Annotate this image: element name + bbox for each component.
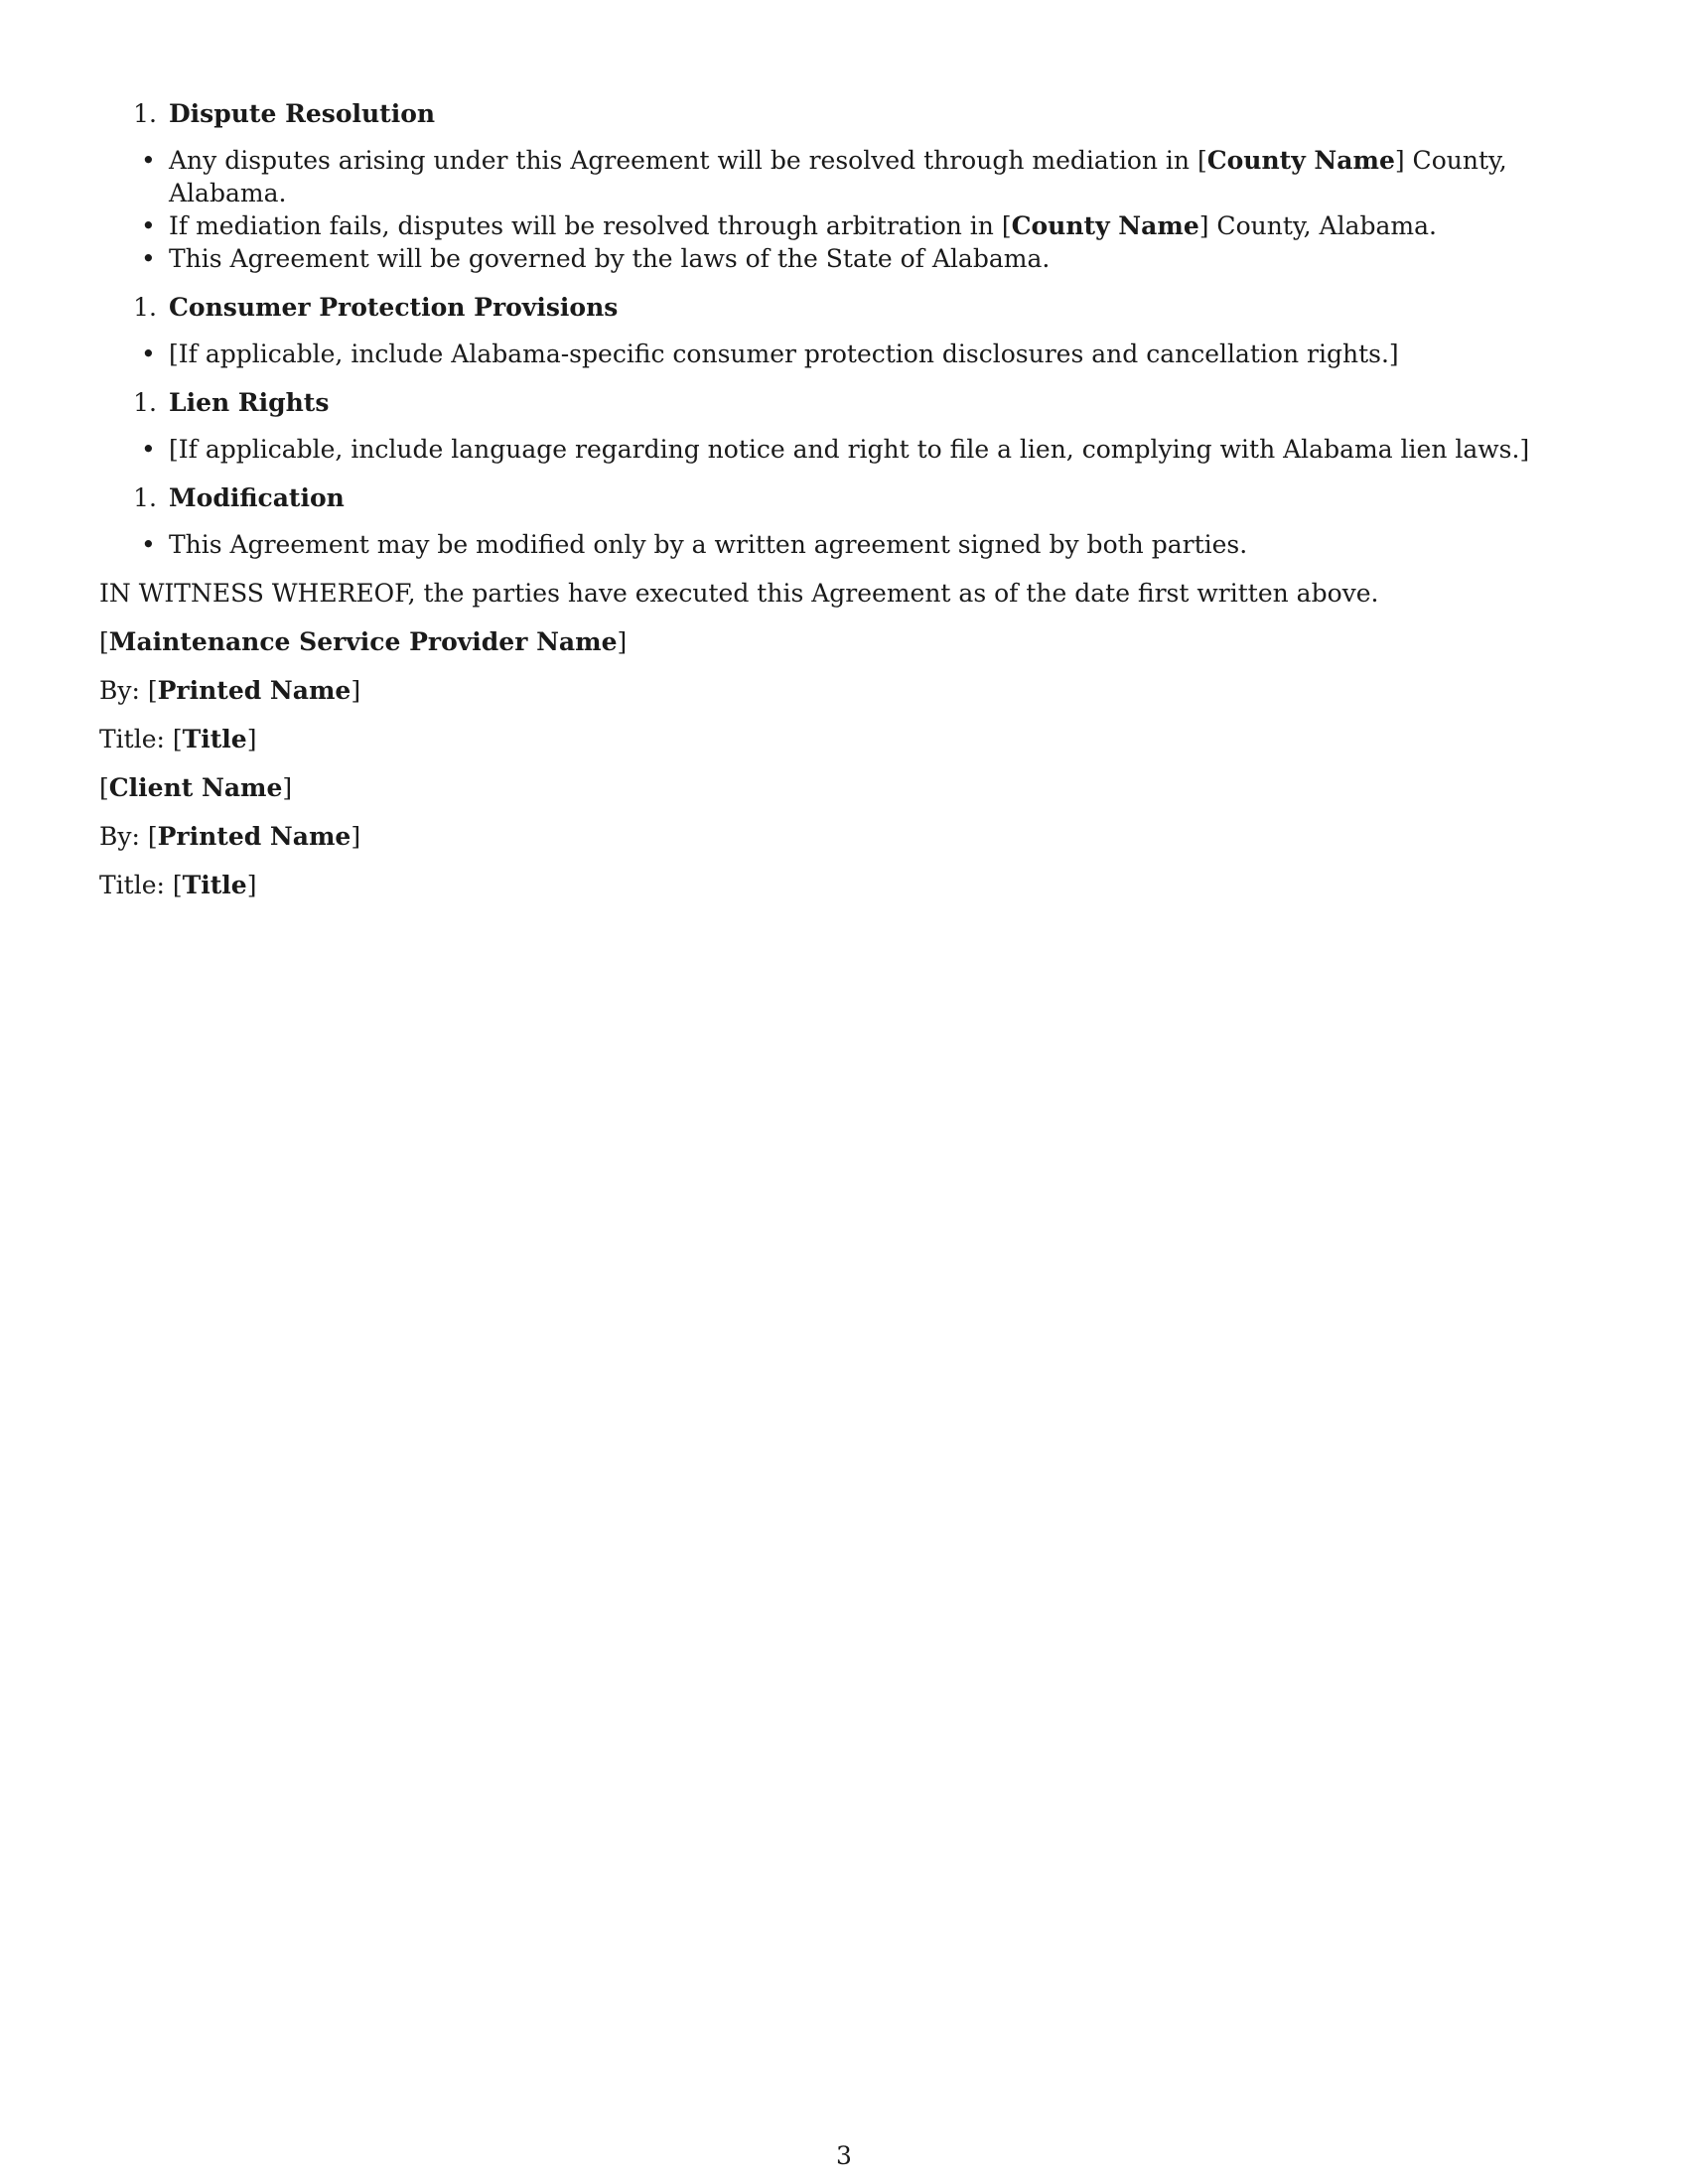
printed-name-placeholder: Printed Name [157,676,352,705]
bullet-list [99,144,1609,275]
page-number: 3 [836,2141,852,2170]
bullet-list [99,528,1609,561]
bullet-icon: • [141,146,156,175]
section-number: 1. [133,388,157,417]
bullet-icon: • [141,435,156,464]
client-name-line: [Client Name] [99,773,293,802]
list-item: • [If applicable, include Alabama-specific consumer protection disclosures and cancellation rights.] [141,340,1399,368]
provider-name: Maintenance Service Provider Name [108,627,618,656]
bullet-list [99,433,1609,466]
provider-by-line: By: [Printed Name] [99,676,361,705]
witness-clause: IN WITNESS WHEREOF, the parties have executed this Agreement as of the date first written above. [99,579,1379,608]
title-placeholder: Title [182,871,247,899]
client-name: Client Name [108,773,283,802]
list-item: • Any disputes arising under this Agreement will be resolved through mediation in [County Name] County, Alabama. [141,146,1507,207]
section-heading-consumer-protection [99,291,1609,324]
bullet-icon: • [141,340,156,368]
bullet-list [99,338,1609,370]
section-number: 1. [133,293,157,322]
document-page [99,97,1609,917]
section-heading-lien-rights [99,386,1609,419]
section-number: 1. [133,99,157,128]
placeholder-field: County Name [1206,146,1395,175]
bullet-icon: • [141,211,156,240]
section-title: Modification [169,483,345,512]
section-title: Consumer Protection Provisions [169,293,619,322]
title-label: Title: [99,725,165,753]
client-by-line: By: [Printed Name] [99,822,361,851]
list-item: • This Agreement will be governed by the laws of the State of Alabama. [141,244,1051,273]
list-item: • This Agreement may be modified only by a written agreement signed by both parties. [141,530,1248,559]
section-heading-modification [99,481,1609,514]
placeholder-field: County Name [1011,211,1199,240]
list-item: • [If applicable, include language regarding notice and right to file a lien, complying with Alabama lien laws.] [141,435,1530,464]
list-item: • If mediation fails, disputes will be resolved through arbitration in [County Name] County, Alabama. [141,211,1437,240]
section-title: Lien Rights [169,388,330,417]
printed-name-placeholder: Printed Name [157,822,352,851]
title-label: Title: [99,871,165,899]
bullet-icon: • [141,530,156,559]
provider-title-line: Title: [Title] [99,725,257,753]
client-title-line: Title: [Title] [99,871,257,899]
provider-name-line: [Maintenance Service Provider Name] [99,627,628,656]
section-title: Dispute Resolution [169,99,436,128]
section-heading-dispute-resolution [99,97,1609,130]
by-label: By: [99,822,140,851]
section-number: 1. [133,483,157,512]
bullet-icon: • [141,244,156,273]
by-label: By: [99,676,140,705]
title-placeholder: Title [182,725,247,753]
